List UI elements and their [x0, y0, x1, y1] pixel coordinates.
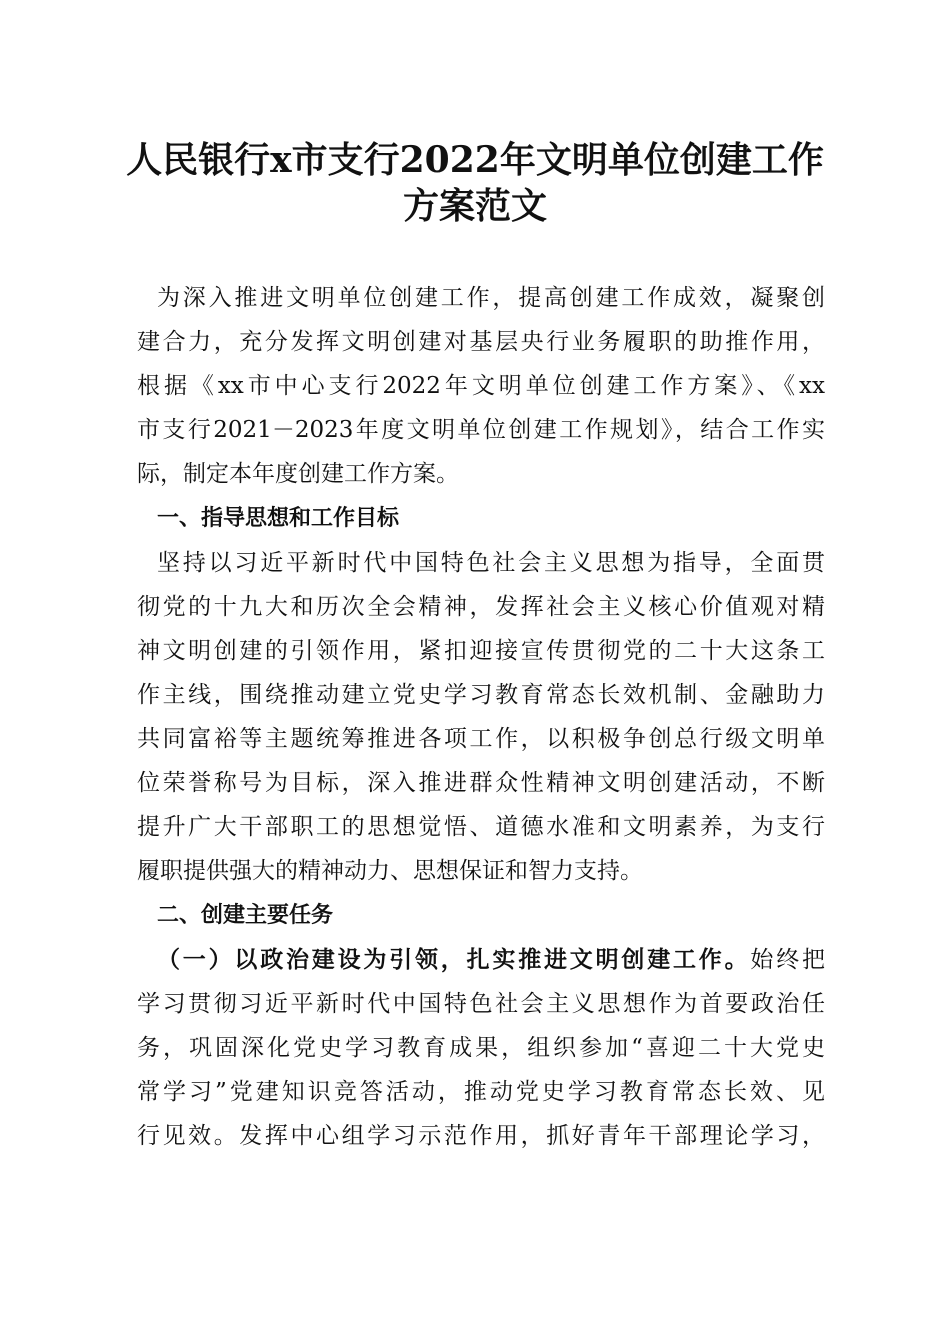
section-2-heading: 二、创建主要任务: [157, 903, 334, 928]
intro-line: 为深入推进文明单位创建工作，提高创建工作成效，凝聚创: [157, 285, 825, 311]
section-2-item-1-tail: 始终把: [750, 947, 826, 973]
section-2-line: 行见效。发挥中心组学习示范作用，抓好青年干部理论学习，: [137, 1123, 825, 1149]
section-1-line: 提升广大干部职工的思想觉悟、道德水准和文明素养，为支行: [137, 814, 825, 840]
intro-line: 根据《xx市中心支行2022年文明单位创建工作方案》、《xx: [137, 373, 825, 399]
intro-line: 际，制定本年度创建工作方案。: [137, 461, 459, 487]
section-1-line: 坚持以习近平新时代中国特色社会主义思想为指导，全面贯: [157, 550, 825, 576]
section-1-line: 彻党的十九大和历次全会精神，发挥社会主义核心价值观对精: [137, 594, 825, 620]
section-1-line: 共同富裕等主题统筹推进各项工作，以积极争创总行级文明单: [137, 726, 825, 752]
document-title-line-1: 人民银行x市支行2022年文明单位创建工作: [126, 139, 824, 181]
section-1-line: 神文明创建的引领作用，紧扣迎接宣传贯彻党的二十大这条工: [137, 638, 825, 664]
intro-line: 市支行2021－2023年度文明单位创建工作规划》，结合工作实: [137, 417, 825, 443]
section-2-item-1-title: （一）以政治建设为引领，扎实推进文明创建工作。: [157, 947, 751, 973]
intro-line: 建合力，充分发挥文明创建对基层央行业务履职的助推作用，: [137, 329, 825, 355]
section-2-line: 常学习”党建知识竞答活动，推动党史学习教育常态长效、见: [137, 1079, 825, 1105]
section-2-item-1-first-line: [157, 945, 825, 975]
section-1-line: 位荣誉称号为目标，深入推进群众性精神文明创建活动，不断: [137, 770, 825, 796]
document-title-line-2: 方案范文: [402, 185, 547, 227]
section-1-heading: 一、指导思想和工作目标: [157, 506, 400, 531]
section-1-line: 履职提供强大的精神动力、思想保证和智力支持。: [137, 858, 643, 884]
section-2-line: 务，巩固深化党史学习教育成果，组织参加“喜迎二十大党史: [137, 1035, 825, 1061]
section-1-line: 作主线，围绕推动建立党史学习教育常态长效机制、金融助力: [137, 682, 825, 708]
section-2-line: 学习贯彻习近平新时代中国特色社会主义思想作为首要政治任: [137, 991, 825, 1017]
